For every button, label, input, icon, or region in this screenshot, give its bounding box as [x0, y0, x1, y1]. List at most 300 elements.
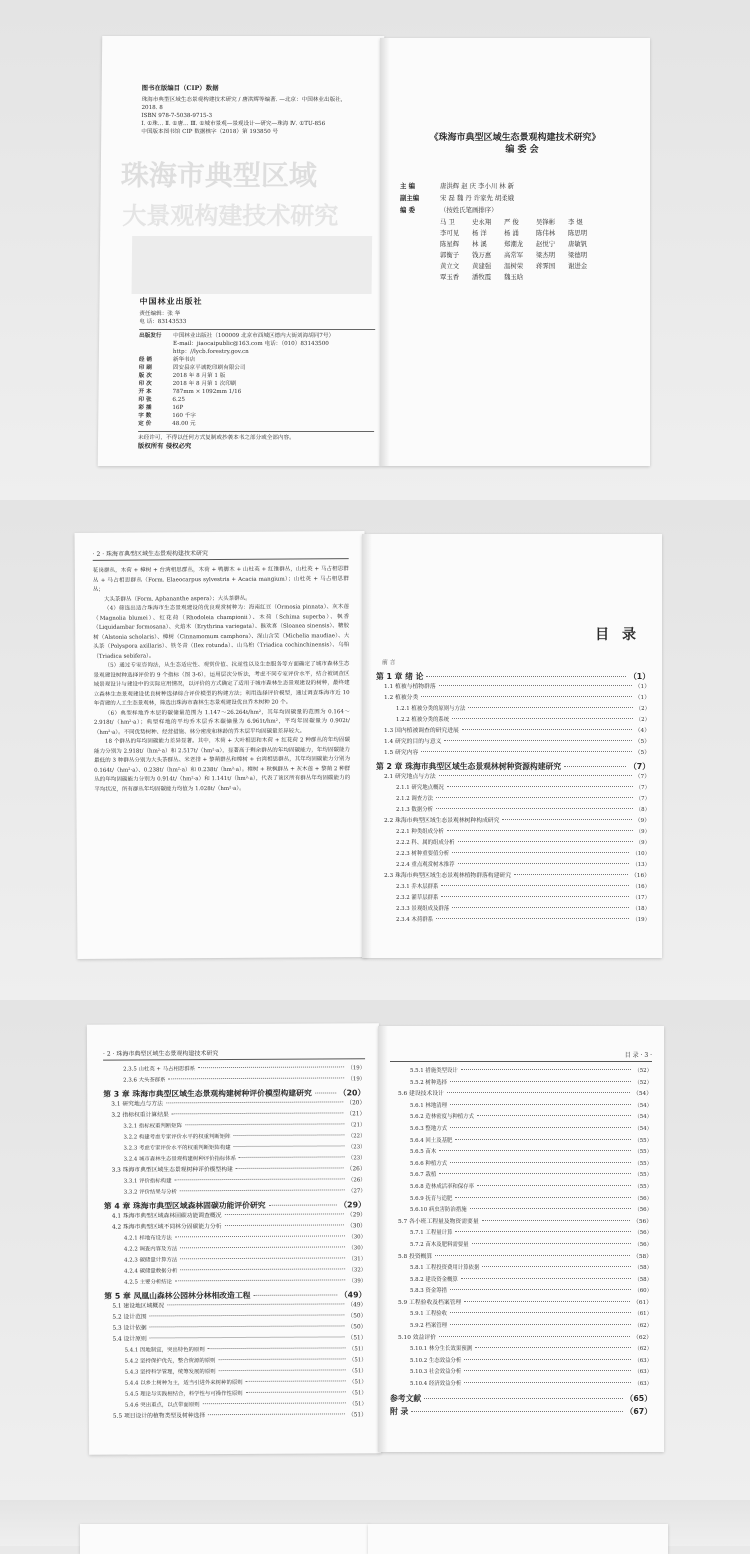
- paragraph: 大头茶群丛（Form. Aphananthe aspera）；大头茶群丛。: [103, 595, 251, 603]
- toc-entry-page: （56）: [634, 1241, 652, 1248]
- toc-entry-label: 2.3 珠海市典型区域生态景观林植物群落构建研究: [384, 873, 511, 879]
- toc-entry-label: 2.3.6 大头茶群系: [123, 1077, 166, 1084]
- toc-entry-label: 2.1.3 数据分析: [396, 807, 433, 813]
- publication-row: [138, 388, 374, 396]
- member-row: [440, 240, 640, 249]
- toc-entry-page: （63）: [634, 1357, 652, 1364]
- toc-leader: [468, 707, 632, 708]
- toc-entry-page: （51）: [349, 1401, 367, 1408]
- role-label: 主 编: [400, 182, 416, 190]
- toc-entry-page: （55）: [634, 1183, 652, 1190]
- toc-entry-page: （55）: [634, 1149, 652, 1156]
- publication-details: [138, 332, 375, 428]
- toc-entry-label: 4.2.1 样地布设方法: [123, 1235, 172, 1242]
- copy-notice: 未经许可，不得以任何方式复制或抄袭本书之部分或全部内容。: [138, 435, 295, 441]
- member-name: 郭衡子: [440, 251, 460, 259]
- toc-entry-label: 5.9 工程验收及档案管理: [398, 1299, 462, 1306]
- member-name: 杨 涌: [504, 229, 519, 237]
- toc-entry-label: 5.10.4 经济效益分析: [410, 1381, 462, 1388]
- board-subtitle: 编 委 会: [505, 145, 539, 155]
- toc-leader: [236, 1167, 344, 1169]
- toc-leader: [219, 1369, 346, 1371]
- member-name: 李 煜: [568, 218, 583, 226]
- page-header-right: 目 录 · 3 ·: [624, 1052, 652, 1059]
- toc-leader: [436, 808, 633, 809]
- rights-reserved: 版权所有 侵权必究: [137, 442, 192, 450]
- toc-leader: [436, 918, 629, 919]
- toc-entry-page: （7）: [634, 774, 650, 780]
- role-label: 副主编: [400, 194, 420, 202]
- toc-entry-label: 3.2 指标权重计算结果: [111, 1112, 169, 1119]
- publication-row-key: 字 数: [138, 413, 152, 419]
- publication-row-value: 48.00 元: [172, 421, 196, 427]
- toc-entry: [390, 1406, 652, 1417]
- toc-leader: [464, 1301, 630, 1302]
- toc-entry: [105, 1410, 367, 1422]
- toc-leader: [447, 830, 633, 831]
- publication-row-value: 2018 年 8 月第 1 次印刷: [172, 381, 237, 387]
- toc-leader: [458, 863, 630, 864]
- paragraph: 18 个群丛的年均固碳能力差异显著。其中，木荷 + 大叶相思和木荷 + 红花荷 2 种群丛的年均固碳能力分别为 2.918t/（hm²·a）和 2.517t/（hm²·a），显著高于剩余群丛的年均固碳能力，年均固碳能力最低的 3 种群丛分别为大头茶群丛、米老排 + 黎蒴群丛和樟树 + 台湾相思群丛，其年均固碳能力分别为 0.164t/（hm²·a）、0.238t/（hm²·a）和 0.238t/（hm²·a）。樟树 + 秋枫群丛 + 灰木莲 + 黎蒴 2 种群丛的年均固碳能力分别为 0.914t/（hm²·a）和 1.141t/（hm²·a），代表了该区所有群丛年均固碳能力的平均状况，所有群丛年均固碳能力均值为 1.028t/（hm²·a）。: [94, 737, 351, 793]
- member-name: 温树荣: [504, 262, 524, 270]
- toc-entry-label: 3.3.2 评价结果与分析: [123, 1189, 177, 1196]
- toc-entry-page: （16）: [632, 884, 650, 890]
- toc-entry: [376, 761, 650, 772]
- toc-entry: [390, 1124, 652, 1136]
- toc-entry: [104, 1276, 366, 1288]
- role-row: [400, 206, 640, 215]
- toc-entry: [376, 671, 650, 682]
- member-name: 陈思明: [568, 229, 588, 237]
- member-row: [440, 218, 640, 227]
- toc-entry-page: （54）: [634, 1114, 652, 1121]
- toc-entry-label: 5.10 效益评价: [398, 1334, 436, 1341]
- toc-entry-page: （16）: [631, 873, 650, 879]
- member-grid: [400, 218, 640, 282]
- toc-entry: [376, 893, 650, 904]
- publication-row: [139, 340, 375, 348]
- toc-leader: [180, 1189, 345, 1191]
- copyright-page: [98, 36, 385, 466]
- toc-entry: [376, 816, 650, 827]
- member-name: 林 溪: [472, 240, 487, 248]
- toc-entry-label: 附 录: [390, 1406, 409, 1416]
- toc-entry-label: 3.2.2 构建考虑专家评价水平的权重判断矩阵: [123, 1134, 231, 1141]
- toc-leader: [180, 1257, 345, 1259]
- toc-entry: [390, 1228, 652, 1240]
- ghost-title-2: 大景观构建技术研究: [122, 202, 339, 230]
- member-name: 杨 洋: [472, 229, 487, 237]
- toc-entry: [390, 1136, 652, 1148]
- toc-entry-label: 5.8 投资概算: [398, 1253, 433, 1260]
- toc-entry-page: （56）: [634, 1195, 652, 1202]
- toc-leader: [234, 1134, 345, 1136]
- toc-entry-page: （52）: [634, 1079, 652, 1086]
- publication-row-key: 印 次: [138, 381, 152, 387]
- role-label: 编 委: [400, 206, 416, 214]
- toc-entry-label: 第 3 章 珠海市典型区域生态景观构建树种评价模型构建研究: [103, 1088, 312, 1099]
- toc-leader: [502, 819, 631, 820]
- toc-entry-page: （55）: [634, 1160, 652, 1167]
- member-name: 钱万惠: [472, 251, 492, 259]
- member-name: 吴锋彬: [536, 218, 556, 226]
- toc-leader: [462, 729, 632, 730]
- publication-row: [139, 348, 375, 356]
- toc-entry: [390, 1321, 652, 1333]
- toc-entry: [376, 871, 650, 882]
- role-row: [400, 182, 640, 191]
- toc-leader: [455, 1197, 631, 1198]
- toc-entry-page: （61）: [633, 1299, 652, 1306]
- toc-leader: [461, 1069, 632, 1070]
- toc-leader: [464, 1370, 631, 1371]
- toc-entry-label: 5.6.4 回土及基肥: [410, 1137, 453, 1144]
- toc-entry-page: （63）: [634, 1369, 652, 1376]
- toc-leader: [208, 1413, 345, 1415]
- toc-leader: [455, 1231, 631, 1232]
- publication-row: [139, 356, 375, 364]
- role-names: 宋 磊 魏 丹 许家先 胡柔娥: [440, 194, 515, 202]
- toc-entry-label: 5.8.2 建设资金概算: [410, 1276, 458, 1283]
- toc-entry-label: 1.2.2 植被分类的系统: [396, 717, 450, 723]
- toc-leader: [439, 1173, 631, 1174]
- toc-leader: [224, 1213, 343, 1215]
- toc-entry-page: （4）: [634, 728, 650, 734]
- toc-entry-label: 5.1 建设地区域概况: [112, 1303, 165, 1310]
- toc-entry-label: 5.2 设计范围: [112, 1314, 147, 1321]
- toc-entry-page: （51）: [347, 1335, 367, 1342]
- toc-entry-label: 5.6 建设技术设计: [398, 1091, 444, 1098]
- toc-entry-page: （10）: [632, 851, 650, 857]
- toc-leader: [175, 1279, 346, 1281]
- publication-row: [139, 364, 375, 372]
- toc-leader: [239, 1156, 345, 1158]
- toc-entry-page: （19）: [632, 917, 650, 923]
- toc-leader: [482, 1266, 631, 1267]
- toc-entry-label: 4.1 珠海市典型区域森林固碳功能调查概况: [111, 1213, 222, 1220]
- toc-leader: [421, 751, 631, 752]
- toc-leader: [444, 740, 631, 741]
- publication-row-key: 出版发行: [139, 333, 162, 339]
- publication-row: [139, 372, 375, 380]
- member-name: 马 卫: [440, 218, 455, 226]
- publication-row-key: 定 价: [138, 421, 152, 427]
- toc-entry: [376, 805, 650, 816]
- toc-entry-label: 5.6.7 栽植: [410, 1172, 437, 1179]
- publisher-logo: 中国林业出版社: [139, 296, 203, 306]
- toc-entry: [376, 882, 650, 893]
- toc-entry-label: 1.4 研究的目的与意义: [384, 739, 442, 745]
- toc-page-2: [87, 1023, 381, 1455]
- toc-entry-page: （51）: [347, 1412, 367, 1419]
- toc-leader: [315, 1092, 336, 1093]
- page-header-left: · 2 · 珠海市典型区域生态景观构建技术研究: [103, 1050, 219, 1058]
- toc-entry-page: （58）: [634, 1265, 652, 1272]
- toc-leader: [426, 676, 625, 677]
- toc-entry-label: 5.6.5 苗木: [410, 1149, 437, 1156]
- toc-entry-label: 2.3.5 山杜英 + 马占相思群系: [123, 1066, 196, 1073]
- toc-entry-page: （2）: [635, 717, 650, 723]
- toc-entry-page: （9）: [635, 840, 650, 846]
- toc-entry-label: 3.3 珠海市典型区域生态景观树种评价模型构建: [111, 1167, 233, 1174]
- publication-row-key: 彩 插: [138, 405, 152, 411]
- toc-leader: [246, 1380, 346, 1382]
- publication-row: [138, 412, 374, 420]
- toc-entry-page: （1）: [634, 695, 650, 701]
- toc-leader: [150, 1314, 345, 1316]
- toc-entry-label: 1.3 国内植被调查的研究进展: [384, 728, 459, 734]
- toc-list: [103, 1063, 367, 1422]
- publication-row: [138, 420, 374, 428]
- toc-entry: [390, 1393, 652, 1404]
- toc-entry-label: 3.3.1 评价指标构建: [123, 1178, 172, 1185]
- cip-line: 中国版本图书馆 CIP 数据核字（2018）第 193850 号: [141, 129, 279, 135]
- toc-leader: [450, 1324, 631, 1325]
- toc-entry-page: （21）: [346, 1111, 366, 1118]
- toc-entry: [376, 737, 650, 748]
- member-name: 唐敏钒: [568, 240, 588, 248]
- toc-entry: [390, 1309, 652, 1321]
- toc-leader: [450, 1162, 631, 1163]
- publication-row: [139, 332, 375, 340]
- toc-leader: [458, 841, 633, 842]
- toc-entry-page: （7）: [635, 796, 650, 802]
- toc-entry-page: （20）: [338, 1088, 366, 1098]
- board-book-title: 《珠海市典型区域生态景观构建技术研究》: [429, 133, 601, 143]
- toc-entry: [376, 904, 650, 915]
- toc-leader: [447, 786, 633, 787]
- cip-line: 2018. 8: [141, 105, 163, 111]
- toc-leader: [253, 1294, 336, 1295]
- toc-entry-label: 5.5 项目设计的植物类型及树种选择: [112, 1413, 206, 1420]
- member-name: 蒋霁国: [536, 262, 556, 270]
- imprint-block: [138, 296, 376, 451]
- toc-leader: [208, 1347, 346, 1349]
- toc-leader: [150, 1336, 345, 1338]
- toc-entry-page: （56）: [634, 1230, 652, 1237]
- toc-entry-page: （55）: [634, 1137, 652, 1144]
- toc-entry-page: （32）: [348, 1267, 367, 1274]
- toc-entry-label: 2.2.1 种类组成分析: [396, 829, 444, 835]
- toc-entry-label: 3.2.1 指标权重判断矩阵: [123, 1123, 182, 1130]
- paragraph: （4）筛选出适合珠海市生态景观建设的优良观赏树种为：海南红豆（Ormosia pinnata）、灰木莲（Magnolia blumei）、红花荷（Rhodoleia championii）、木荷（Schima superba）、枫香（Liquidambar formosana）、火焰木（Erythrina variegata）、猴欢喜（Sloanea sinensis）、糖胶树（Alstonia scholaris）、樟树（Cinnamomum camphora）、深山含笑（Michelia maudiae）、大头茶（Polyspora axillaris）、铁冬青（Ilex rotunda）、山乌桕（Triadica cochinchinensis）、乌桕（Triadica sebifera）。: [93, 604, 350, 660]
- toc-entry: [390, 1275, 652, 1287]
- publication-row-key: 印 刷: [138, 365, 152, 371]
- toc-entry-page: （17）: [632, 895, 650, 901]
- toc-entry-label: 2.1.1 研究地点概况: [396, 785, 444, 791]
- member-row: [440, 251, 640, 260]
- publication-row-value: 6.25: [172, 397, 185, 403]
- ghost-title-1: 珠海市典型区域: [120, 159, 317, 192]
- toc-entry: [376, 860, 650, 871]
- page-header: [390, 1050, 652, 1062]
- toc-entry-label: 5.10.3 社会效益分析: [410, 1369, 462, 1376]
- toc-entry-page: （51）: [348, 1357, 367, 1364]
- publication-row-value: E-mail：jiaocaipublic@163.com 电话：（010）83143500: [172, 341, 329, 347]
- publication-row-value: 固安县京平诚乾印刷有限公司: [172, 365, 246, 371]
- toc-entry: [376, 849, 650, 860]
- toc-entry: [390, 1333, 652, 1345]
- toc-leader: [198, 1066, 344, 1068]
- toc-entry-page: （26）: [346, 1166, 366, 1173]
- toc-entry-page: （67）: [625, 1406, 652, 1416]
- toc-entry-page: （51）: [349, 1368, 367, 1375]
- page-header: [93, 547, 349, 561]
- toc-entry: [390, 1078, 652, 1090]
- toc-entry-label: 5.6.6 种植方式: [410, 1160, 447, 1167]
- toc-leader: [472, 1243, 632, 1244]
- toc-leader: [234, 1145, 345, 1147]
- toc-entry: [390, 1298, 652, 1310]
- publication-row-key: 经 销: [138, 357, 153, 363]
- toc-entry: [390, 1194, 652, 1206]
- toc-entry-label: 5.4.4 以乡土树种为主，适当引进外来树种的原则: [124, 1379, 243, 1387]
- toc-entry-page: （26）: [348, 1177, 366, 1184]
- toc-entry-label: 5.7.1 工程量计算: [410, 1230, 453, 1237]
- toc-entry-label: 5.4.2 坚持保护优先，整合资源的原则: [124, 1358, 216, 1365]
- toc-entry-label: 1.2 植被分类: [384, 695, 419, 701]
- toc-entry-label: 2.3.3 景观组成及群落: [396, 906, 450, 912]
- toc-list: [390, 1066, 652, 1417]
- cip-title: 图书在版编目（CIP）数据: [141, 84, 219, 92]
- partial-page-left: [80, 1524, 370, 1554]
- toc-entry-label: 2.3.4 木荷群系: [396, 917, 433, 923]
- publication-row-key: 印 张: [138, 397, 152, 403]
- publication-row-value: 16P: [172, 405, 184, 411]
- toc-entry-page: （8）: [635, 807, 650, 813]
- toc-leader: [439, 1336, 630, 1337]
- toc-leader: [435, 1255, 630, 1256]
- toc-entry-page: （19）: [347, 1076, 366, 1083]
- toc-entry-label: 5.6.3 整地方式: [410, 1125, 447, 1132]
- toc-leader: [450, 1127, 631, 1128]
- member-name: 梁德明: [568, 251, 588, 259]
- toc-entry-label: 5.5.1 措施类型设计: [410, 1068, 458, 1074]
- toc-entry-page: （50）: [347, 1313, 367, 1320]
- photo-panel-copyright-spread: [0, 0, 750, 500]
- toc-entry-label: 5.4.5 理论与实践相结合，科学性与可操作性原则: [124, 1390, 243, 1398]
- toc-entry-label: 5.7 各小班工程量及物资需要量: [398, 1218, 479, 1225]
- toc-entry-page: （5）: [634, 750, 650, 756]
- toc-entry: [376, 682, 650, 693]
- member-row: [440, 262, 640, 271]
- toc-entry-page: （62）: [634, 1323, 652, 1330]
- toc-entry-label: 2.1 研究地点与方法: [384, 774, 436, 780]
- toc-leader: [439, 775, 632, 776]
- member-name: 陈伟林: [536, 229, 556, 237]
- toc-leader: [452, 852, 629, 853]
- toc-entry-label: 参考文献: [390, 1393, 422, 1403]
- editorial-board-page: [380, 38, 650, 466]
- toc-leader: [219, 1358, 346, 1360]
- toc-entry: [376, 704, 650, 715]
- toc-entry: [390, 1286, 652, 1298]
- toc-entry-page: （51）: [349, 1379, 367, 1386]
- toc-entry-label: 5.5.2 树种选择: [410, 1079, 447, 1086]
- toc-entry-label: 第 1 章 绪 论: [376, 672, 424, 681]
- toc-leader: [452, 718, 633, 719]
- toc-entry-page: （49）: [347, 1302, 367, 1309]
- member-name: 严 俊: [504, 218, 519, 226]
- toc-entry-page: （65）: [625, 1393, 652, 1403]
- toc-entry-page: （20）: [346, 1100, 366, 1107]
- toc-leader: [421, 696, 631, 697]
- toc-entry-page: （50）: [347, 1324, 367, 1331]
- toc-leader: [150, 1325, 345, 1327]
- member-name: 陈星辉: [440, 240, 460, 248]
- toc-leader: [450, 1104, 631, 1105]
- toc-entry-page: （30）: [348, 1245, 367, 1252]
- toc-entry-page: （9）: [635, 829, 650, 835]
- toc-entry: [376, 838, 650, 849]
- publication-row: [138, 404, 374, 412]
- toc-leader: [464, 1382, 631, 1383]
- cip-line: Ⅰ. ①珠… Ⅱ. ①唐… Ⅲ. ①城市景观—景观设计—研究—珠海 Ⅳ. ①TU-856: [141, 121, 326, 127]
- publication-row-key: 版 次: [138, 373, 152, 379]
- member-name: 赵悦宁: [536, 240, 556, 248]
- toc-entry: [103, 1074, 365, 1086]
- toc-entry-page: （54）: [634, 1125, 652, 1132]
- member-row: [440, 273, 640, 282]
- toc-entry-label: 第 5 章 凤凰山森林公园林分林相改造工程: [104, 1290, 251, 1301]
- toc-entry-page: （52）: [634, 1068, 652, 1074]
- toc-entry-label: 5.4 设计原则: [112, 1336, 147, 1343]
- toc-entry: [390, 1066, 652, 1078]
- member-row: [440, 229, 640, 238]
- toc-entry-label: 5.6.9 抚育与追肥: [410, 1195, 453, 1202]
- member-name: 谢进金: [568, 262, 588, 270]
- toc-entry-label: 5.7.2 苗木及肥料需要量: [410, 1241, 469, 1248]
- toc-entry-page: （61）: [634, 1311, 652, 1318]
- toc-entry-page: （5）: [634, 739, 650, 745]
- toc-entry-label: 1.2.1 植被分类的原则与方法: [396, 706, 466, 712]
- toc-entry-label: 第 4 章 珠海市典型区域森林固碳功能评价研究: [103, 1200, 266, 1211]
- toc-leader: [439, 685, 632, 686]
- member-name: 李可见: [440, 229, 460, 237]
- publication-row: [139, 380, 375, 388]
- toc-entry-label: 5.6.8 造林成活率和保存率: [410, 1183, 474, 1190]
- toc-leader: [464, 1359, 631, 1360]
- toc-entry-label: 5.4.6 突出重点，以点带面原则: [124, 1402, 200, 1409]
- photo-panel-toc-spread-1: [0, 500, 750, 1000]
- toc-leader: [475, 1347, 631, 1348]
- toc-entry: [390, 1356, 652, 1368]
- page-header-left: · 2 · 珠海市典型区域生态景观构建技术研究: [92, 550, 209, 558]
- toc-entry-page: （58）: [633, 1253, 652, 1260]
- toc-entry: [376, 726, 650, 737]
- publication-row-value: 160 千字: [172, 413, 196, 419]
- paragraph: （5）通过专家咨询法，从生态适应性、观赏价值、抗逆性以及生态服务等方面确定了城市森林生态景观建设树种选择评价的 9 个指标（图 3-6），运用层次分析法，考虑不同专家评价水平，结合被调查区域景观设计与建设中的实际应用情况，以评价的方式确定了适用于城市森林生态景观建设的树种，最终建立森林生态景观建设优良树种选择综合评价模型的构建方法；利用选择评价模型，通过调查珠海市近 10 年营建的人工生态景观林，筛选出珠海市森林生态景观建设优良乔木树种 20 个。: [93, 661, 350, 707]
- toc-leader: [452, 907, 629, 908]
- partial-page-right: [368, 1524, 668, 1554]
- toc-leader: [167, 1303, 344, 1305]
- page-header: [103, 1047, 365, 1060]
- toc-entry: [390, 1101, 652, 1113]
- toc-entry-label: 5.10.2 生态效益分析: [410, 1357, 462, 1364]
- toc-entry-label: 2.1.2 调查方法: [396, 796, 433, 802]
- toc-entry-page: （22）: [347, 1133, 366, 1140]
- toc-leader: [175, 1235, 346, 1237]
- toc-entry-page: （54）: [634, 1102, 652, 1109]
- toc-page-1: [362, 534, 662, 958]
- toc-entry-label: 5.10.1 林分生长效果预测: [410, 1346, 472, 1353]
- toc-entry: [390, 1089, 652, 1101]
- toc-entry-page: （29）: [346, 1212, 366, 1219]
- toc-leader: [439, 1150, 631, 1151]
- toc-entry-page: （51）: [348, 1346, 367, 1353]
- toc-entry-label: 4.2 珠海市典型区域不同林分固碳能力分析: [111, 1224, 222, 1231]
- toc-entry-label: 2.3.2 灌草层群系: [396, 895, 439, 901]
